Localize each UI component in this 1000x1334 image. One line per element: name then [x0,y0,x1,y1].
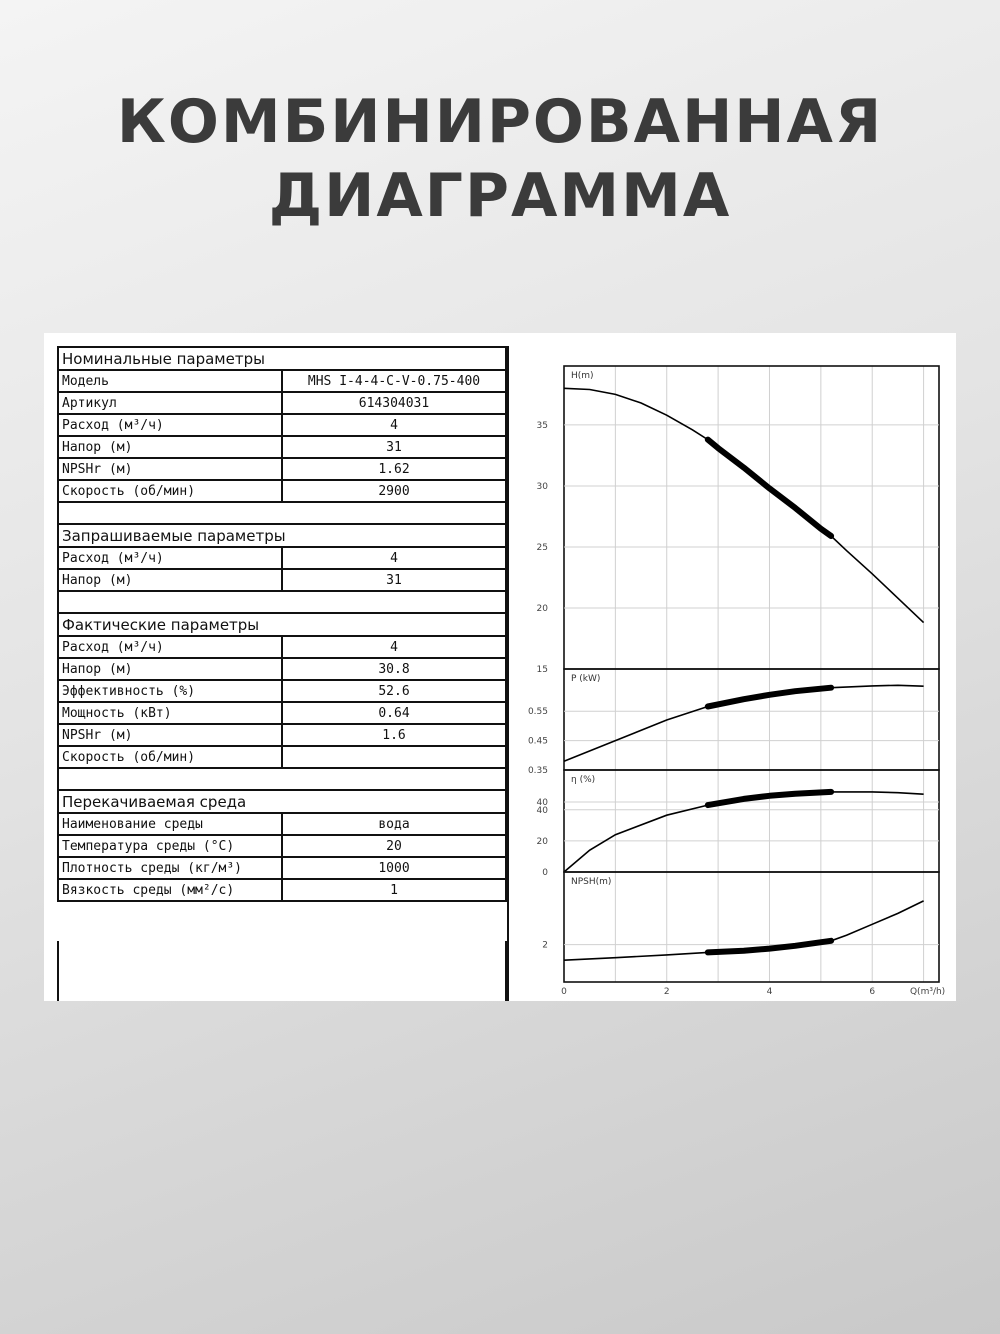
headline-line-2: ДИАГРАММА [268,161,732,231]
spacer-cell [58,768,506,790]
param-value: 2900 [282,480,506,502]
parameters-table [57,346,507,902]
spacer-row [58,591,506,613]
panel-label: P (kW) [571,674,601,684]
chart-panel-frame [564,366,939,669]
param-label: NPSHr (м) [58,458,282,480]
chart-panel-frame [564,669,939,770]
param-label: Модель [58,370,282,392]
y-tick-label: 0.55 [527,707,548,718]
param-label: Мощность (кВт) [58,702,282,724]
param-value: 30.8 [282,658,506,680]
y-tick-label: 30 [536,481,548,492]
table-row [58,480,506,502]
section-header [58,790,506,813]
y-tick-label: 20 [536,836,548,847]
x-axis-label: Q(m³/h) [909,987,946,997]
param-value: 614304031 [282,392,506,414]
param-value: 0.64 [282,702,506,724]
section-title: Запрашиваемые параметры [58,524,506,547]
spacer-row [58,768,506,790]
section-title: Фактические параметры [58,613,506,636]
panel-label: H(m) [571,371,594,381]
x-tick-label: 2 [663,987,670,997]
table-row [58,813,506,835]
table-row [58,680,506,702]
table-row [58,724,506,746]
param-label: Напор (м) [58,436,282,458]
x-tick-label: 4 [766,987,773,997]
param-value: MHS I-4-4-C-V-0.75-400 [282,370,506,392]
param-value: 1.62 [282,458,506,480]
y-tick-label: 0.45 [527,736,548,747]
param-label: Наименование среды [58,813,282,835]
y-tick-label: 40 [536,798,548,808]
param-label: Скорость (об/мин) [58,746,282,768]
table-row [58,835,506,857]
param-label: Вязкость среды (мм²/с) [58,879,282,901]
param-value: 1000 [282,857,506,879]
spacer-cell [58,502,506,524]
param-label: Напор (м) [58,658,282,680]
param-label: Эффективность (%) [58,680,282,702]
param-label: NPSHr (м) [58,724,282,746]
param-value: 31 [282,569,506,591]
param-value: вода [282,813,506,835]
y-tick-label: 0.35 [527,766,548,776]
page-headline [0,85,1000,233]
param-label: Напор (м) [58,569,282,591]
x-tick-label: 0 [561,987,567,997]
table-row [58,879,506,901]
y-tick-label: 0 [542,868,548,878]
table-row [58,370,506,392]
pump-curves-svg [507,346,956,1001]
param-label: Плотность среды (кг/м³) [58,857,282,879]
performance-curve [564,388,924,622]
table-row [58,857,506,879]
table-row [58,702,506,724]
table-row [58,569,506,591]
y-tick-label: 2 [542,940,548,951]
chart-panel-frame [564,872,939,982]
param-value: 4 [282,547,506,569]
param-value: 4 [282,636,506,658]
table-row [58,414,506,436]
param-label: Расход (м³/ч) [58,636,282,658]
y-tick-label: 15 [536,665,548,675]
param-value: 1 [282,879,506,901]
param-value: 4 [282,414,506,436]
data-sheet [44,333,956,1001]
section-header [58,613,506,636]
y-tick-label: 40 [536,805,548,816]
param-value: 52.6 [282,680,506,702]
section-header [58,347,506,370]
param-value [282,746,506,768]
y-tick-label: 35 [536,420,548,431]
table-row [58,436,506,458]
param-label: Расход (м³/ч) [58,414,282,436]
table-row [58,746,506,768]
section-header [58,524,506,547]
table-row [58,392,506,414]
performance-curve [564,792,924,872]
table-bottom-frame [57,941,507,1001]
table-row [58,458,506,480]
pump-curves-chart [507,346,956,1001]
panel-label: NPSH(m) [571,877,612,887]
spacer-cell [58,591,506,613]
table-row [58,658,506,680]
param-value: 20 [282,835,506,857]
param-label: Артикул [58,392,282,414]
section-title: Номинальные параметры [58,347,506,370]
table-row [58,636,506,658]
param-label: Скорость (об/мин) [58,480,282,502]
headline-line-1: КОМБИНИРОВАННАЯ [116,87,884,157]
table-row [58,547,506,569]
section-title: Перекачиваемая среда [58,790,506,813]
chart-panel-frame [564,770,939,872]
param-value: 1.6 [282,724,506,746]
param-value: 31 [282,436,506,458]
panel-label: η (%) [571,775,596,785]
param-label: Температура среды (°C) [58,835,282,857]
param-label: Расход (м³/ч) [58,547,282,569]
y-tick-label: 20 [536,603,548,614]
x-tick-label: 6 [869,987,876,997]
y-tick-label: 25 [536,542,548,553]
spacer-row [58,502,506,524]
